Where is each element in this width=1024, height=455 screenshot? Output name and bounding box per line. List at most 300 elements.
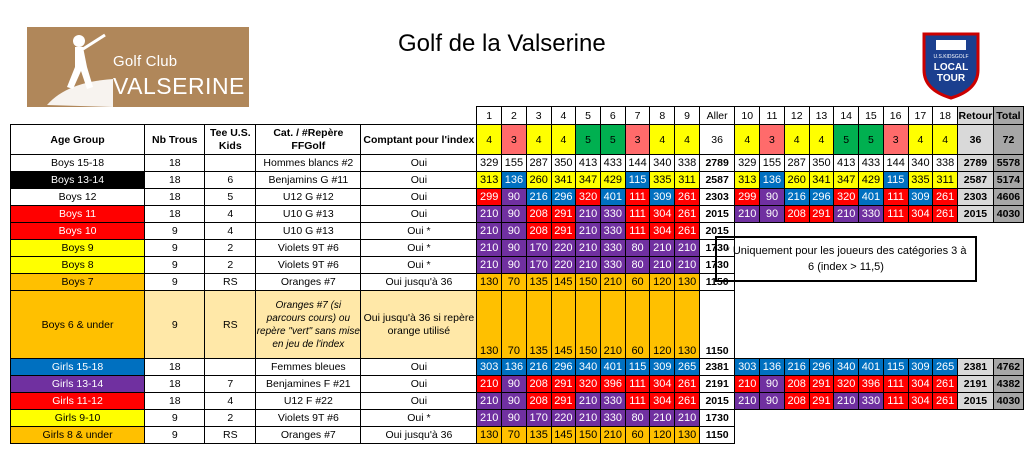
- nb-trous: 18: [145, 155, 205, 172]
- age-group: Boys 7: [11, 274, 145, 291]
- yardage: 150: [576, 274, 601, 291]
- hole-number: 11: [760, 107, 785, 125]
- cat-repere: U12 G #12: [256, 189, 361, 206]
- yardage: 111: [883, 393, 908, 410]
- cat-repere: Benjamines F #21: [256, 376, 361, 393]
- yardage: 210: [834, 393, 859, 410]
- table-row: [11, 291, 1024, 359]
- yardage: 210: [735, 376, 760, 393]
- yardage: 60: [625, 427, 650, 444]
- logo-line1: Golf Club: [113, 53, 178, 70]
- yardage: 144: [625, 155, 650, 172]
- nb-trous: 9: [145, 257, 205, 274]
- yardage: 90: [502, 376, 527, 393]
- retour-total: 2381: [957, 359, 993, 376]
- yardage: 299: [735, 189, 760, 206]
- yardage: 90: [502, 410, 527, 427]
- yardage: 60: [625, 291, 650, 359]
- tee-uskids: RS: [205, 274, 256, 291]
- yardage: 433: [600, 155, 625, 172]
- retour-total: 2015: [957, 206, 993, 223]
- nb-trous: 9: [145, 240, 205, 257]
- yardage: 210: [834, 206, 859, 223]
- yardage: 210: [735, 393, 760, 410]
- par-value: 3: [625, 125, 650, 155]
- yardage: 340: [908, 155, 933, 172]
- yardage: 296: [551, 359, 576, 376]
- yardage: 401: [600, 359, 625, 376]
- aller-total: 2191: [699, 376, 734, 393]
- yardage: 90: [502, 189, 527, 206]
- header-tee: Tee U.S. Kids: [205, 125, 256, 155]
- yardage: 329: [477, 155, 502, 172]
- yardage: 338: [675, 155, 700, 172]
- yardage: 413: [576, 155, 601, 172]
- yardage: 210: [675, 410, 700, 427]
- hole-number: 1: [477, 107, 502, 125]
- cat-repere: Violets 9T #6: [256, 257, 361, 274]
- yardage: 260: [784, 172, 809, 189]
- retour-total: 2015: [957, 393, 993, 410]
- index-value: Oui: [361, 376, 477, 393]
- tee-uskids: 4: [205, 206, 256, 223]
- age-group: Boys 8: [11, 257, 145, 274]
- logo-line2: VALSERINE: [113, 73, 245, 99]
- yardage: 80: [625, 257, 650, 274]
- cat-repere: Oranges #7: [256, 427, 361, 444]
- tee-uskids: [205, 155, 256, 172]
- yardage: 210: [576, 257, 601, 274]
- aller-total: 2381: [699, 359, 734, 376]
- yardage: 350: [551, 155, 576, 172]
- index-value: Oui jusqu'à 36 si repère orange utilisé: [361, 291, 477, 359]
- yardage: 330: [600, 410, 625, 427]
- aller-total: 2303: [699, 189, 734, 206]
- yardage: 401: [859, 189, 884, 206]
- table-row: [11, 427, 1024, 444]
- yardage: 90: [502, 223, 527, 240]
- cat-repere: Violets 9T #6: [256, 240, 361, 257]
- yardage: 429: [859, 172, 884, 189]
- yardage: 210: [650, 257, 675, 274]
- yardage: 261: [933, 376, 958, 393]
- yardage: 296: [809, 189, 834, 206]
- yardage: 303: [735, 359, 760, 376]
- yardage: 90: [760, 376, 785, 393]
- yardage: 413: [834, 155, 859, 172]
- spacer: [735, 427, 1024, 444]
- par-aller: 36: [699, 125, 734, 155]
- age-group: Boys 10: [11, 223, 145, 240]
- hole-number: 15: [859, 107, 884, 125]
- index-value: Oui jusqu'à 36: [361, 427, 477, 444]
- header-nb-trous: Nb Trous: [145, 125, 205, 155]
- aller-total: 1730: [699, 410, 734, 427]
- yardage: 210: [576, 410, 601, 427]
- yardage: 320: [834, 376, 859, 393]
- yardage: 261: [675, 206, 700, 223]
- hole-number: 6: [600, 107, 625, 125]
- yardage: 311: [933, 172, 958, 189]
- yardage: 260: [526, 172, 551, 189]
- yardage: 291: [809, 376, 834, 393]
- yardage: 111: [625, 206, 650, 223]
- par-value: 3: [883, 125, 908, 155]
- yardage: 208: [526, 393, 551, 410]
- yardage: 210: [576, 393, 601, 410]
- yardage: 338: [933, 155, 958, 172]
- yardage: 111: [883, 189, 908, 206]
- par-value: 4: [784, 125, 809, 155]
- hole-number: 8: [650, 107, 675, 125]
- par-value: 5: [600, 125, 625, 155]
- yardage: 299: [477, 189, 502, 206]
- hole-number: 9: [675, 107, 700, 125]
- yardage: 291: [551, 393, 576, 410]
- yardage: 136: [502, 172, 527, 189]
- yardage: 115: [625, 172, 650, 189]
- yardage: 145: [551, 427, 576, 444]
- index-value: Oui *: [361, 410, 477, 427]
- yardage: 208: [784, 393, 809, 410]
- hole-number: 3: [526, 107, 551, 125]
- yardage: 90: [502, 206, 527, 223]
- age-group: Girls 11-12: [11, 393, 145, 410]
- tee-uskids: 2: [205, 410, 256, 427]
- yardage: 296: [809, 359, 834, 376]
- nb-trous: 9: [145, 291, 205, 359]
- yardage: 330: [600, 206, 625, 223]
- cat-repere: Oranges #7 (si parcours cours) ou repère "vert" sans mise en jeu de l'index: [256, 291, 361, 359]
- yardage: 340: [650, 155, 675, 172]
- yardage: 261: [675, 223, 700, 240]
- yardage: 130: [675, 427, 700, 444]
- index-value: Oui: [361, 393, 477, 410]
- yardage: 210: [477, 240, 502, 257]
- header-age: Age Group: [11, 125, 145, 155]
- par-value: 4: [650, 125, 675, 155]
- yardage: 150: [576, 427, 601, 444]
- table-row: [11, 155, 1024, 172]
- yardage: 261: [933, 206, 958, 223]
- hole-number: 18: [933, 107, 958, 125]
- yardage: 210: [735, 206, 760, 223]
- yardage: 210: [576, 206, 601, 223]
- spacer: [735, 410, 1024, 427]
- yardage: 304: [650, 206, 675, 223]
- hole-number: 5: [576, 107, 601, 125]
- age-group: Boys 13-14: [11, 172, 145, 189]
- yardage: 135: [526, 427, 551, 444]
- age-group: Boys 6 & under: [11, 291, 145, 359]
- par-value: 3: [760, 125, 785, 155]
- par-value: 4: [809, 125, 834, 155]
- age-group: Girls 15-18: [11, 359, 145, 376]
- yardage: 309: [650, 189, 675, 206]
- yardage: 265: [675, 359, 700, 376]
- yardage: 130: [675, 291, 700, 359]
- cat-repere: Oranges #7: [256, 274, 361, 291]
- yardage: 220: [551, 240, 576, 257]
- yardage: 330: [859, 206, 884, 223]
- yardage: 210: [600, 427, 625, 444]
- index-value: Oui: [361, 172, 477, 189]
- spacer: [735, 291, 1024, 359]
- par-value: 4: [526, 125, 551, 155]
- yardage: 130: [477, 291, 502, 359]
- hole-number: 10: [735, 107, 760, 125]
- yardage: 111: [625, 393, 650, 410]
- yardage: 210: [675, 257, 700, 274]
- tee-uskids: [205, 359, 256, 376]
- yardage: 291: [809, 393, 834, 410]
- yardage: 155: [502, 155, 527, 172]
- hole-number: 13: [809, 107, 834, 125]
- yardage: 130: [675, 274, 700, 291]
- index-value: Oui *: [361, 223, 477, 240]
- yardage: 210: [675, 240, 700, 257]
- yardage: 330: [600, 223, 625, 240]
- yardage: 311: [675, 172, 700, 189]
- par-value: 3: [502, 125, 527, 155]
- yardage: 291: [551, 223, 576, 240]
- yardage: 210: [477, 410, 502, 427]
- yardage: 309: [908, 189, 933, 206]
- yardage: 70: [502, 291, 527, 359]
- cat-repere: Violets 9T #6: [256, 410, 361, 427]
- yardage: 303: [477, 359, 502, 376]
- header-cat: Cat. / #Repère FFGolf: [256, 125, 361, 155]
- yardage: 335: [650, 172, 675, 189]
- yardage: 220: [551, 257, 576, 274]
- aller-total: 1150: [699, 274, 734, 291]
- tee-uskids: 6: [205, 172, 256, 189]
- yardage: 304: [908, 206, 933, 223]
- table-row: [11, 393, 1024, 410]
- page-title: Golf de la Valserine: [398, 30, 606, 57]
- yardage: 90: [502, 393, 527, 410]
- age-group: Girls 9-10: [11, 410, 145, 427]
- aller-total: 2587: [699, 172, 734, 189]
- yardage: 170: [526, 410, 551, 427]
- yardage: 90: [760, 393, 785, 410]
- yardage: 208: [784, 206, 809, 223]
- yardage: 135: [526, 291, 551, 359]
- nb-trous: 9: [145, 274, 205, 291]
- yardage: 120: [650, 291, 675, 359]
- yardage: 155: [760, 155, 785, 172]
- yardage: 261: [675, 376, 700, 393]
- hole-number: 7: [625, 107, 650, 125]
- cat-repere: Femmes bleues: [256, 359, 361, 376]
- yardage: 144: [883, 155, 908, 172]
- aller-total: 2015: [699, 223, 734, 240]
- age-group: Boys 11: [11, 206, 145, 223]
- aller-total: 1150: [699, 427, 734, 444]
- cat-repere: U10 G #13: [256, 206, 361, 223]
- yardage: 115: [883, 172, 908, 189]
- yardage: 216: [784, 189, 809, 206]
- yardage: 330: [600, 240, 625, 257]
- yardage: 304: [908, 393, 933, 410]
- par-value: 4: [675, 125, 700, 155]
- tee-uskids: 7: [205, 376, 256, 393]
- index-value: Oui: [361, 206, 477, 223]
- yardage: 291: [551, 206, 576, 223]
- par-value: 4: [933, 125, 958, 155]
- yardage: 340: [576, 359, 601, 376]
- yardage: 210: [477, 393, 502, 410]
- yardage: 210: [600, 274, 625, 291]
- aller-total: 2015: [699, 206, 734, 223]
- hole-number: 16: [883, 107, 908, 125]
- golfer-icon: [27, 27, 113, 107]
- yardage: 210: [650, 410, 675, 427]
- age-group: Boys 12: [11, 189, 145, 206]
- yardage: 304: [650, 393, 675, 410]
- yardage: 335: [908, 172, 933, 189]
- yardage: 120: [650, 427, 675, 444]
- yardage: 170: [526, 240, 551, 257]
- yardage: 210: [477, 376, 502, 393]
- yardage: 287: [526, 155, 551, 172]
- yardage: 115: [625, 359, 650, 376]
- grand-total: 4030: [993, 206, 1023, 223]
- spacer: [11, 107, 477, 125]
- grand-total: 4030: [993, 393, 1023, 410]
- yardage: 111: [625, 223, 650, 240]
- yardage: 90: [502, 257, 527, 274]
- yardage: 130: [477, 274, 502, 291]
- yardage: 216: [526, 189, 551, 206]
- yardage: 111: [625, 376, 650, 393]
- uskids-badge: [920, 30, 982, 100]
- par-value: 5: [859, 125, 884, 155]
- cat-repere: U12 F #22: [256, 393, 361, 410]
- yardage: 347: [576, 172, 601, 189]
- yardage: 429: [600, 172, 625, 189]
- yardage: 208: [526, 223, 551, 240]
- nb-trous: 9: [145, 223, 205, 240]
- par-retour: 36: [957, 125, 993, 155]
- badge-line1: U.S.KIDSGOLF: [933, 54, 969, 60]
- yardage: 341: [551, 172, 576, 189]
- cat-repere: Benjamins G #11: [256, 172, 361, 189]
- par-total: 72: [993, 125, 1023, 155]
- yardage: 296: [551, 189, 576, 206]
- table-row: [11, 410, 1024, 427]
- age-group: Girls 13-14: [11, 376, 145, 393]
- index-value: Oui: [361, 359, 477, 376]
- cat-repere: U10 G #13: [256, 223, 361, 240]
- age-group: Boys 15-18: [11, 155, 145, 172]
- table-row: [11, 359, 1024, 376]
- yardage: 60: [625, 274, 650, 291]
- yardage: 329: [735, 155, 760, 172]
- par-value: 4: [908, 125, 933, 155]
- yardage: 130: [477, 427, 502, 444]
- yardage: 90: [502, 240, 527, 257]
- yardage: 210: [477, 223, 502, 240]
- yardage: 330: [600, 257, 625, 274]
- hole-number-row: [11, 107, 1024, 125]
- yardage: 350: [809, 155, 834, 172]
- yardage: 90: [760, 189, 785, 206]
- yardage: 396: [600, 376, 625, 393]
- yardage: 291: [809, 206, 834, 223]
- index-value: Oui *: [361, 240, 477, 257]
- yardage: 136: [760, 172, 785, 189]
- yardage: 220: [551, 410, 576, 427]
- yardage: 287: [784, 155, 809, 172]
- hole-number: 12: [784, 107, 809, 125]
- yardage: 90: [760, 206, 785, 223]
- yardage: 309: [908, 359, 933, 376]
- yardage: 261: [933, 189, 958, 206]
- par-value: 4: [551, 125, 576, 155]
- retour-total: 2587: [957, 172, 993, 189]
- grand-total: 5578: [993, 155, 1023, 172]
- grand-total: 5174: [993, 172, 1023, 189]
- table-row: [11, 376, 1024, 393]
- tee-uskids: RS: [205, 291, 256, 359]
- par-value: 4: [477, 125, 502, 155]
- yardage: 120: [650, 274, 675, 291]
- yardage: 210: [576, 240, 601, 257]
- yardage: 80: [625, 410, 650, 427]
- aller-total: 1150: [699, 291, 734, 359]
- age-group: Girls 8 & under: [11, 427, 145, 444]
- yardage: 208: [526, 206, 551, 223]
- index-value: Oui: [361, 189, 477, 206]
- yardage: 340: [834, 359, 859, 376]
- yardage: 320: [576, 376, 601, 393]
- yardage: 70: [502, 274, 527, 291]
- yardage: 216: [526, 359, 551, 376]
- par-value: 4: [735, 125, 760, 155]
- yardage: 320: [834, 189, 859, 206]
- yardage: 433: [859, 155, 884, 172]
- yardage: 320: [576, 189, 601, 206]
- yardage: 210: [477, 257, 502, 274]
- cat-repere: Hommes blancs #2: [256, 155, 361, 172]
- yardage: 291: [551, 376, 576, 393]
- yardage: 135: [526, 274, 551, 291]
- aller-label: Aller: [699, 107, 734, 125]
- age-group: Boys 9: [11, 240, 145, 257]
- tee-uskids: 2: [205, 257, 256, 274]
- index-note: * Uniquement pour les joueurs des catégories 3 à 6 (index > 11,5): [715, 236, 977, 282]
- aller-total: 2789: [699, 155, 734, 172]
- table-row: [11, 206, 1024, 223]
- yardage: 208: [526, 376, 551, 393]
- yardage: 210: [477, 206, 502, 223]
- index-value: Oui: [361, 155, 477, 172]
- index-value: Oui jusqu'à 36: [361, 274, 477, 291]
- yardage: 210: [650, 240, 675, 257]
- yardage: 145: [551, 274, 576, 291]
- hole-number: 14: [834, 107, 859, 125]
- yardage: 208: [784, 376, 809, 393]
- grand-total: 4606: [993, 189, 1023, 206]
- badge-line2: LOCAL: [933, 62, 969, 73]
- yardage: 265: [933, 359, 958, 376]
- par-value: 5: [576, 125, 601, 155]
- total-label: Total: [993, 107, 1023, 125]
- club-logo: [27, 27, 249, 107]
- yardage: 111: [625, 189, 650, 206]
- yardage: 80: [625, 240, 650, 257]
